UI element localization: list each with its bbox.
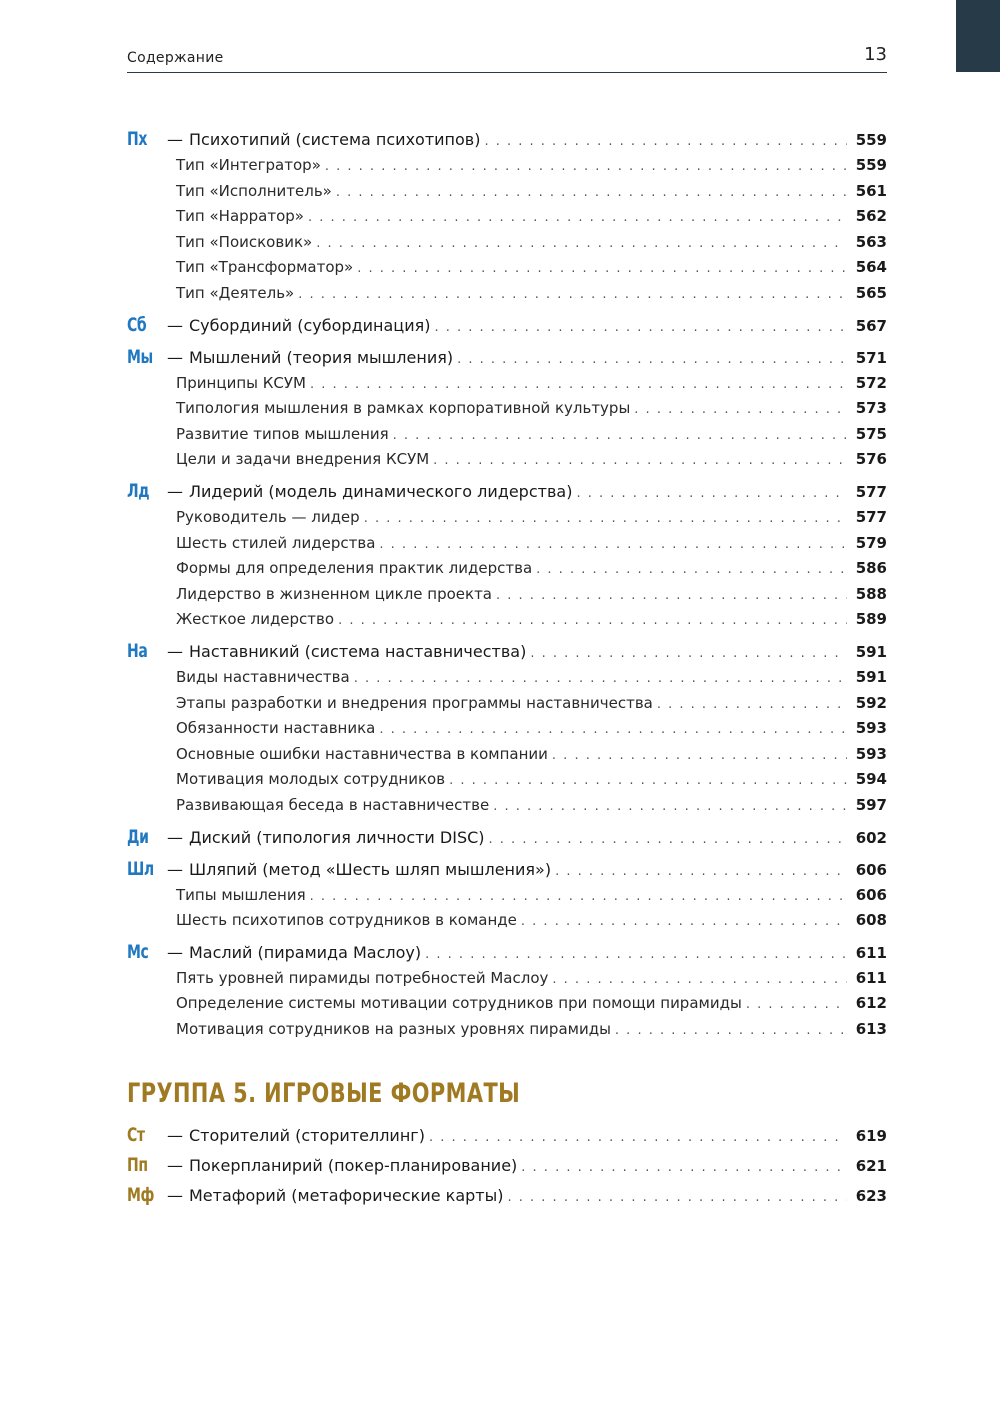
dot-leader (555, 864, 847, 879)
dot-leader (496, 588, 847, 603)
section-title: Метафорий (метафорические карты) (189, 1186, 504, 1205)
toc-section-row[interactable] (127, 858, 887, 880)
toc-subitem-row[interactable] (127, 534, 887, 556)
subitem-title: Этапы разработки и внедрения программы наставничества (176, 693, 653, 712)
dot-leader (429, 1130, 847, 1145)
toc-subitem-row[interactable] (127, 508, 887, 530)
toc-section-row[interactable] (127, 640, 887, 662)
toc-subitem-row[interactable] (127, 207, 887, 229)
toc-section-row[interactable] (127, 128, 887, 150)
dot-leader (379, 537, 847, 552)
header-page-number: 13 (864, 44, 887, 65)
dot-leader (536, 562, 847, 577)
page-header (127, 44, 887, 73)
toc-subitem-row[interactable] (127, 796, 887, 818)
dash-separator: — (167, 827, 183, 847)
page-number: 559 (855, 156, 887, 174)
corner-tab (956, 0, 1000, 72)
toc-section-row[interactable] (127, 314, 887, 336)
dot-leader (508, 1190, 848, 1205)
dot-leader (393, 428, 847, 443)
dot-leader (530, 646, 847, 661)
subitem-title: Шесть стилей лидерства (176, 533, 376, 552)
page-number: 593 (855, 719, 887, 738)
page-number: 572 (855, 373, 887, 392)
dot-leader (484, 134, 847, 149)
section-title: Диский (типология личности DISC) (189, 827, 485, 847)
page-number: 613 (855, 1020, 887, 1038)
page-number: 602 (855, 828, 887, 847)
section-abbr: Сб (127, 313, 147, 336)
toc-subitem-row[interactable] (127, 399, 887, 421)
section-title: Субординий (субординация) (189, 315, 431, 335)
toc-section-row[interactable] (127, 1124, 887, 1146)
subitem-title: Виды наставничества (176, 668, 350, 686)
subitem-title: Тип «Исполнитель» (176, 181, 332, 200)
page-number: 563 (855, 232, 887, 251)
dot-leader (316, 236, 847, 251)
subitem-title: Определение системы мотивации сотрудников при помощи пирамиды (176, 994, 742, 1013)
toc-subitem-row[interactable] (127, 994, 887, 1016)
page-number: 589 (855, 610, 887, 629)
dot-leader (657, 697, 847, 712)
section-abbr: Пп (127, 1154, 148, 1176)
toc-subitem-row[interactable] (127, 559, 887, 581)
section-title: Лидерий (модель динамического лидерства) (189, 482, 573, 501)
dash-separator: — (167, 642, 183, 661)
dash-separator: — (167, 1126, 183, 1145)
toc-subitem-row[interactable] (127, 694, 887, 716)
toc-section-row[interactable] (127, 826, 887, 848)
page-number: 588 (855, 584, 887, 603)
page-number: 577 (855, 508, 887, 526)
dash-separator: — (167, 1186, 183, 1205)
dot-leader (493, 799, 847, 814)
page-number: 619 (855, 1127, 887, 1145)
subitem-title: Цели и задачи внедрения КСУМ (176, 450, 430, 469)
subitem-title: Жесткое лидерство (176, 610, 335, 629)
subitem-title: Тип «Нарратор» (176, 207, 304, 226)
page-number: 608 (855, 911, 887, 930)
dash-separator: — (167, 482, 183, 501)
page-number: 576 (855, 450, 887, 469)
toc-section-row[interactable] (127, 480, 887, 502)
section-abbr: Лд (127, 480, 150, 502)
section-title: Наставникий (система наставничества) (189, 642, 527, 661)
subitem-title: Принципы КСУМ (176, 373, 306, 392)
subitem-title: Тип «Трансформатор» (176, 258, 354, 277)
page-number: 575 (855, 424, 887, 443)
toc-section-row[interactable] (127, 941, 887, 963)
section-title: Мышлений (теория мышления) (189, 347, 454, 367)
page-number: 621 (855, 1157, 887, 1175)
page-number: 562 (855, 207, 887, 226)
subitem-title: Типы мышления (176, 885, 306, 904)
dot-leader (310, 889, 847, 904)
page-number: 567 (855, 316, 887, 335)
section-title: Покерпланирий (покер-планирование) (189, 1156, 518, 1175)
toc-subitem-row[interactable] (127, 585, 887, 607)
page-number: 606 (855, 860, 887, 879)
dot-leader (364, 511, 847, 526)
dot-leader (576, 486, 847, 501)
page-number: 565 (855, 284, 887, 302)
dot-leader (521, 1160, 847, 1175)
toc-subitem-row[interactable] (127, 233, 887, 255)
section-abbr: Мс (127, 940, 149, 963)
dot-leader (338, 613, 847, 628)
subitem-title: Развитие типов мышления (176, 424, 389, 443)
dash-separator: — (167, 130, 183, 149)
toc-subitem-row[interactable] (127, 770, 887, 792)
dash-separator: — (167, 859, 183, 879)
page-number: 564 (855, 258, 887, 277)
dot-leader (489, 832, 847, 847)
dash-separator: — (167, 942, 183, 962)
page-number: 593 (855, 744, 887, 763)
page-number: 591 (855, 643, 887, 661)
section-title: Психотипий (система психотипов) (189, 130, 481, 149)
section-abbr: Мф (127, 1184, 155, 1206)
toc-section-row[interactable] (127, 1154, 887, 1176)
subitem-title: Формы для определения практик лидерства (176, 559, 533, 578)
toc-subitem-row[interactable] (127, 745, 887, 767)
group-title: ГРУППА 5. ИГРОВЫЕ ФОРМАТЫ (127, 1078, 521, 1109)
page-number: 597 (855, 796, 887, 814)
section-abbr: Ди (127, 825, 149, 848)
page-number: 577 (855, 483, 887, 501)
subitem-title: Руководитель — лидер (176, 508, 360, 526)
subitem-title: Мотивация молодых сотрудников (176, 770, 446, 789)
page-number: 623 (855, 1187, 887, 1205)
section-title: Маслий (пирамида Маслоу) (189, 942, 422, 962)
dot-leader (615, 1023, 847, 1038)
subitem-title: Обязанности наставника (176, 719, 376, 738)
dot-leader (325, 159, 847, 174)
toc-subitem-row[interactable] (127, 911, 887, 933)
page-number: 559 (855, 131, 887, 149)
subitem-title: Тип «Интегратор» (176, 156, 321, 174)
page-number: 561 (855, 181, 887, 200)
section-title: Сторителий (сторителлинг) (189, 1126, 425, 1145)
dot-leader (746, 997, 847, 1012)
header-title: Содержание (127, 50, 224, 66)
toc-subitem-row[interactable] (127, 374, 887, 396)
toc-section-row[interactable] (127, 346, 887, 368)
dot-leader (449, 773, 847, 788)
dot-leader (310, 377, 847, 392)
toc-subitem-row[interactable] (127, 969, 887, 991)
toc-subitem-row[interactable] (127, 284, 887, 306)
toc-subitem-row[interactable] (127, 425, 887, 447)
toc-subitem-row[interactable] (127, 182, 887, 204)
dot-leader (354, 671, 847, 686)
section-abbr: На (127, 640, 148, 662)
toc-subitem-row[interactable] (127, 886, 887, 908)
toc-subitem-row[interactable] (127, 668, 887, 690)
dot-leader (357, 261, 847, 276)
dot-leader (457, 352, 847, 367)
page-number: 606 (855, 885, 887, 904)
dot-leader (521, 914, 847, 929)
dot-leader (425, 947, 847, 962)
page-number: 612 (855, 994, 887, 1013)
dot-leader (552, 972, 847, 987)
dot-leader (433, 453, 847, 468)
subitem-title: Тип «Деятель» (176, 284, 295, 302)
section-abbr: Ст (127, 1124, 145, 1146)
dash-separator: — (167, 1156, 183, 1175)
dot-leader (298, 287, 847, 302)
dot-leader (634, 402, 847, 417)
toc-subitem-row[interactable] (127, 719, 887, 741)
page-number: 594 (855, 770, 887, 789)
dot-leader (552, 748, 847, 763)
page-number: 591 (855, 668, 887, 686)
dot-leader (434, 320, 847, 335)
page-number: 592 (855, 693, 887, 712)
toc-subitem-row[interactable] (127, 450, 887, 472)
subitem-title: Мотивация сотрудников на разных уровнях пирамиды (176, 1020, 611, 1038)
dot-leader (379, 722, 847, 737)
dash-separator: — (167, 315, 183, 335)
page-number: 571 (855, 348, 887, 367)
dash-separator: — (167, 347, 183, 367)
subitem-title: Шесть психотипов сотрудников в команде (176, 911, 517, 930)
page-number: 611 (855, 968, 887, 987)
section-abbr: Пх (127, 128, 147, 150)
page-number: 579 (855, 533, 887, 552)
page-number: 611 (855, 943, 887, 962)
subitem-title: Лидерство в жизненном цикле проекта (176, 584, 493, 603)
subitem-title: Пять уровней пирамиды потребностей Маслоу (176, 968, 549, 987)
subitem-title: Типология мышления в рамках корпоративной культуры (176, 399, 631, 418)
section-title: Шляпий (метод «Шесть шляп мышления») (189, 859, 552, 879)
dot-leader (308, 210, 847, 225)
subitem-title: Основные ошибки наставничества в компании (176, 744, 548, 763)
section-abbr: Мы (127, 345, 153, 368)
toc-subitem-row[interactable] (127, 258, 887, 280)
subitem-title: Развивающая беседа в наставничестве (176, 796, 490, 814)
section-abbr: Шл (127, 857, 154, 880)
subitem-title: Тип «Поисковик» (176, 232, 313, 251)
page-number: 586 (855, 559, 887, 578)
toc-subitem-row[interactable] (127, 156, 887, 178)
dot-leader (336, 185, 847, 200)
toc-subitem-row[interactable] (127, 610, 887, 632)
page-number: 573 (855, 399, 887, 418)
toc-section-row[interactable] (127, 1184, 887, 1206)
toc-subitem-row[interactable] (127, 1020, 887, 1042)
